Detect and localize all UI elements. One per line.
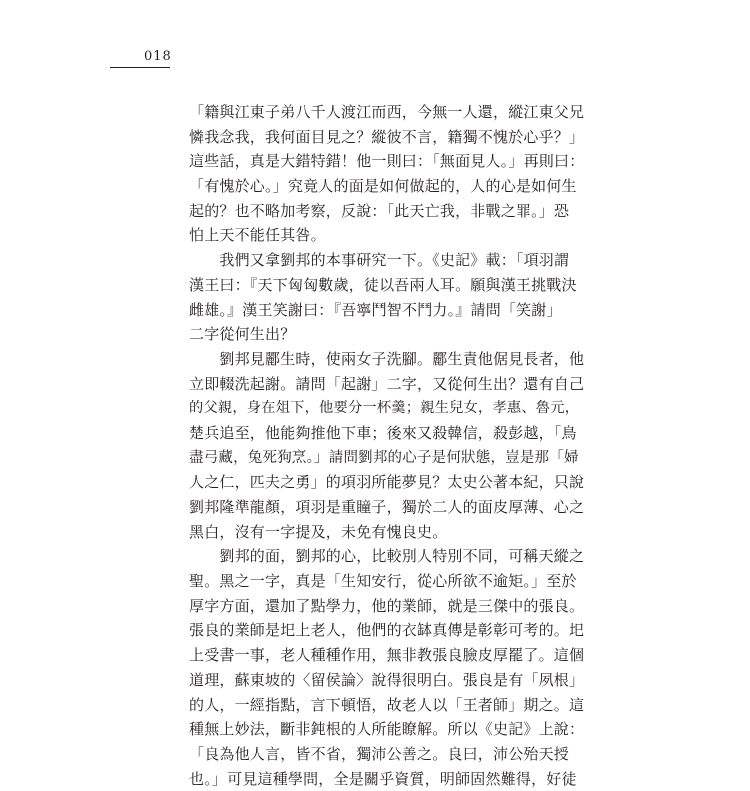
text-line: 的父親，身在俎下，他要分一杯羹；親生兒女，孝惠、魯元， [189, 400, 580, 417]
text-line: 厚字方面，還加了點學力，他的業師，就是三傑中的張良。 [189, 596, 585, 615]
text-line: 立即輟洗起謝。請問「起謝」二字，又從何生出？還有自己 [189, 374, 585, 393]
text-line: 二字從何生出？ [189, 325, 296, 344]
text-line: 種無上妙法，斷非鈍根的人所能瞭解。所以《史記》上說： [189, 720, 585, 739]
text-line: 漢王曰：『天下匈匈數歲，徒以吾兩人耳。願與漢王挑戰決 [189, 275, 577, 294]
text-line: 盡弓藏，兔死狗烹。」請問劉邦的心子是何狀態，豈是那「婦 [189, 449, 579, 466]
text-line: 劉邦見酈生時，使兩女子洗腳。酈生責他倨見長者，他 [189, 349, 585, 368]
text-line: 黑白，沒有一字提及，未免有愧良史。 [189, 522, 448, 541]
text-line: 憐我念我，我何面目見之？縱彼不言，籍獨不愧於心乎？」 [189, 127, 585, 146]
text-line: 「良為他人言，皆不省，獨沛公善之。良曰，沛公殆天授 [189, 744, 570, 763]
text-line: 劉邦的面，劉邦的心，比較別人特別不同，可稱天縱之 [189, 547, 585, 566]
header-rule [110, 67, 170, 68]
text-line: 我們又拿劉邦的本事研究一下。《史記》載：「項羽謂 [189, 251, 570, 270]
text-line: 怕上天不能任其咎。 [189, 226, 326, 245]
text-line: 人之仁，匹夫之勇」的項羽所能夢見？太史公著本紀，只說 [189, 473, 585, 492]
text-line: 雌雄。』漢王笑謝曰：『吾寧鬥智不鬥力。』請問「笑謝」 [189, 300, 562, 319]
text-line: 劉邦隆準龍顏，項羽是重瞳子，獨於二人的面皮厚薄、心之 [189, 498, 585, 516]
text-line: 也。」可見這種學問，全是關乎資質，明師固然難得，好徒 [189, 769, 577, 788]
text-line: 起的？也不略加考察，反說：「此天亡我，非戰之罪。」恐 [189, 201, 570, 220]
text-line: 道理，蘇東坡的〈留侯論〉說得很明白。張良是有「夙根」 [189, 670, 585, 689]
page-number: 018 [144, 49, 172, 64]
text-line: 張良的業師是圯上老人，他們的衣缽真傳是彰彰可考的。圯 [189, 621, 585, 640]
text-line: 楚兵追至，他能夠推他下車；後來又殺韓信，殺彭越，「鳥 [189, 423, 577, 442]
body-text [189, 100, 584, 791]
text-line: 上受書一事，老人種種作用，無非教張良臉皮厚罷了。這個 [189, 646, 585, 665]
text-line: 的人，一經指點，言下頓悟，故老人以「王者師」期之。這 [189, 695, 585, 714]
text-line: 這些話，真是大錯特錯！他一則曰：「無面見人。」再則曰： [189, 152, 585, 171]
text-line: 「籍與江東子弟八千人渡江而西，今無一人還，縱江東父兄 [189, 103, 585, 121]
text-line: 聖。黑之一字，真是「生知安行，從心所欲不逾矩。」至於 [189, 572, 577, 591]
text-line: 「有愧於心。」究竟人的面是如何做起的，人的心是如何生 [189, 177, 577, 196]
